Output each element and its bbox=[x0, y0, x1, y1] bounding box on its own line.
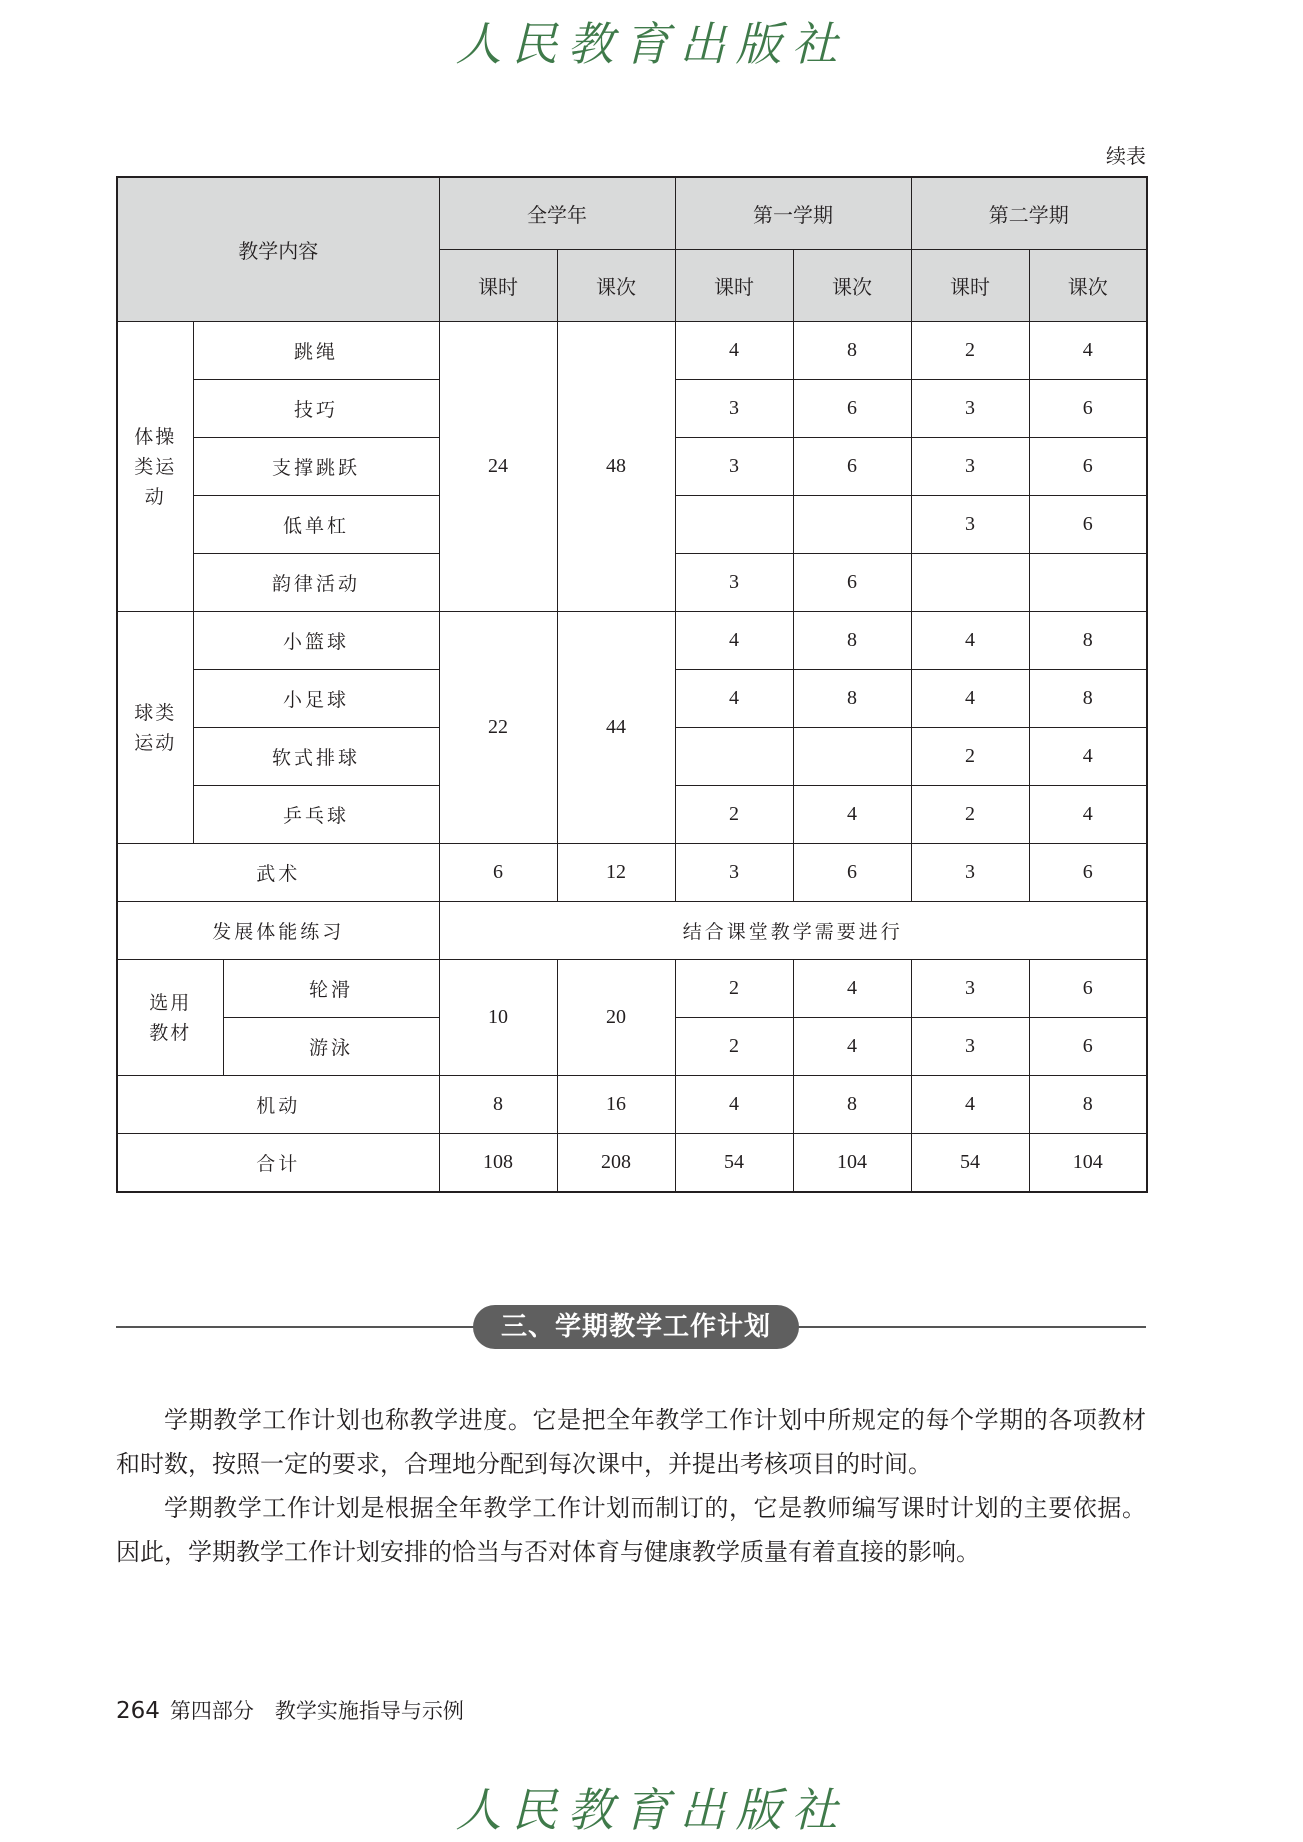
category-gymnastics: 体操类运动 bbox=[117, 322, 193, 612]
section-heading bbox=[116, 1305, 1146, 1349]
header-semester-1: 第一学期 bbox=[675, 177, 911, 250]
s2-sessions: 4 bbox=[1029, 322, 1147, 380]
s1-hours: 2 bbox=[675, 786, 793, 844]
s2-sessions: 6 bbox=[1029, 844, 1147, 902]
item-name: 跳绳 bbox=[193, 322, 439, 380]
item-name: 游泳 bbox=[223, 1018, 439, 1076]
s2-sessions: 104 bbox=[1029, 1134, 1147, 1193]
year-hours: 108 bbox=[439, 1134, 557, 1193]
header-year-sessions: 课次 bbox=[557, 250, 675, 322]
s2-hours: 4 bbox=[911, 670, 1029, 728]
s2-hours: 4 bbox=[911, 1076, 1029, 1134]
s2-sessions: 6 bbox=[1029, 380, 1147, 438]
header-row-1 bbox=[117, 177, 1147, 250]
s1-sessions: 6 bbox=[793, 844, 911, 902]
s1-hours: 4 bbox=[675, 612, 793, 670]
s2-sessions: 8 bbox=[1029, 612, 1147, 670]
year-hours: 8 bbox=[439, 1076, 557, 1134]
header-semester-2: 第二学期 bbox=[911, 177, 1147, 250]
header-s2-sessions: 课次 bbox=[1029, 250, 1147, 322]
year-sessions: 12 bbox=[557, 844, 675, 902]
s1-hours: 3 bbox=[675, 380, 793, 438]
item-name: 轮滑 bbox=[223, 960, 439, 1018]
s2-hours: 2 bbox=[911, 786, 1029, 844]
s1-sessions bbox=[793, 728, 911, 786]
s1-sessions: 8 bbox=[793, 322, 911, 380]
category-ball: 球类运动 bbox=[117, 612, 193, 844]
table-row bbox=[117, 1076, 1147, 1134]
table-row bbox=[117, 844, 1147, 902]
item-name: 技巧 bbox=[193, 380, 439, 438]
year-hours: 6 bbox=[439, 844, 557, 902]
s1-hours: 3 bbox=[675, 844, 793, 902]
item-name: 机动 bbox=[117, 1076, 439, 1134]
s2-sessions: 6 bbox=[1029, 960, 1147, 1018]
table-continued-label: 续表 bbox=[1106, 144, 1146, 168]
s1-sessions bbox=[793, 496, 911, 554]
header-s1-sessions: 课次 bbox=[793, 250, 911, 322]
header-full-year: 全学年 bbox=[439, 177, 675, 250]
gymnastics-year-hours: 24 bbox=[439, 322, 557, 612]
s2-hours: 3 bbox=[911, 844, 1029, 902]
s1-hours: 4 bbox=[675, 1076, 793, 1134]
s1-hours bbox=[675, 496, 793, 554]
s1-hours bbox=[675, 728, 793, 786]
header-year-hours: 课时 bbox=[439, 250, 557, 322]
item-name: 小足球 bbox=[193, 670, 439, 728]
table-row bbox=[117, 322, 1147, 380]
page-footer bbox=[116, 1695, 464, 1725]
s2-hours: 3 bbox=[911, 1018, 1029, 1076]
s1-sessions: 8 bbox=[793, 1076, 911, 1134]
publisher-logo-bottom: 人民教育出版社 bbox=[455, 1783, 848, 1837]
fitness-note: 结合课堂教学需要进行 bbox=[439, 902, 1147, 960]
s1-sessions: 6 bbox=[793, 438, 911, 496]
s2-hours: 2 bbox=[911, 728, 1029, 786]
s2-hours: 3 bbox=[911, 496, 1029, 554]
s2-sessions: 6 bbox=[1029, 1018, 1147, 1076]
body-text bbox=[116, 1398, 1146, 1574]
header-s2-hours: 课时 bbox=[911, 250, 1029, 322]
header-s1-hours: 课时 bbox=[675, 250, 793, 322]
table-row bbox=[117, 612, 1147, 670]
table-row bbox=[117, 902, 1147, 960]
ball-year-sessions: 44 bbox=[557, 612, 675, 844]
item-name: 支撑跳跃 bbox=[193, 438, 439, 496]
s2-sessions: 4 bbox=[1029, 786, 1147, 844]
header-content: 教学内容 bbox=[117, 177, 439, 322]
s1-hours: 3 bbox=[675, 438, 793, 496]
section-title: 三、学期教学工作计划 bbox=[473, 1305, 799, 1349]
s1-sessions: 4 bbox=[793, 1018, 911, 1076]
s2-sessions bbox=[1029, 554, 1147, 612]
s1-sessions: 8 bbox=[793, 670, 911, 728]
table-row-total bbox=[117, 1134, 1147, 1193]
s2-hours: 3 bbox=[911, 960, 1029, 1018]
paragraph: 学期教学工作计划也称教学进度。它是把全年教学工作计划中所规定的每个学期的各项教材和时数，按照一定的要求，合理地分配到每次课中，并提出考核项目的时间。 bbox=[116, 1406, 1146, 1478]
s1-hours: 3 bbox=[675, 554, 793, 612]
s1-sessions: 4 bbox=[793, 960, 911, 1018]
ball-year-hours: 22 bbox=[439, 612, 557, 844]
table-row bbox=[117, 960, 1147, 1018]
item-name: 合计 bbox=[117, 1134, 439, 1193]
page-number: 264 bbox=[116, 1698, 160, 1724]
s2-sessions: 8 bbox=[1029, 670, 1147, 728]
part-title: 第四部分 教学实施指导与示例 bbox=[169, 1699, 464, 1723]
year-sessions: 208 bbox=[557, 1134, 675, 1193]
s2-sessions: 8 bbox=[1029, 1076, 1147, 1134]
s1-sessions: 6 bbox=[793, 554, 911, 612]
s2-hours: 3 bbox=[911, 438, 1029, 496]
s1-hours: 2 bbox=[675, 960, 793, 1018]
category-optional: 选用教材 bbox=[117, 960, 223, 1076]
s1-sessions: 4 bbox=[793, 786, 911, 844]
s1-hours: 4 bbox=[675, 322, 793, 380]
s1-hours: 54 bbox=[675, 1134, 793, 1193]
optional-year-sessions: 20 bbox=[557, 960, 675, 1076]
teaching-plan-table bbox=[116, 176, 1148, 1193]
s2-hours: 54 bbox=[911, 1134, 1029, 1193]
s1-hours: 4 bbox=[675, 670, 793, 728]
item-name: 武术 bbox=[117, 844, 439, 902]
item-name: 发展体能练习 bbox=[117, 902, 439, 960]
s1-sessions: 8 bbox=[793, 612, 911, 670]
s2-sessions: 6 bbox=[1029, 496, 1147, 554]
paragraph: 学期教学工作计划是根据全年教学工作计划而制订的，它是教师编写课时计划的主要依据。因此，学期教学工作计划安排的恰当与否对体育与健康教学质量有着直接的影响。 bbox=[116, 1494, 1146, 1566]
s2-hours bbox=[911, 554, 1029, 612]
item-name: 韵律活动 bbox=[193, 554, 439, 612]
s1-sessions: 104 bbox=[793, 1134, 911, 1193]
s2-hours: 3 bbox=[911, 380, 1029, 438]
s2-sessions: 6 bbox=[1029, 438, 1147, 496]
publisher-logo-top: 人民教育出版社 bbox=[455, 17, 848, 71]
item-name: 软式排球 bbox=[193, 728, 439, 786]
s2-sessions: 4 bbox=[1029, 728, 1147, 786]
item-name: 乒乓球 bbox=[193, 786, 439, 844]
optional-year-hours: 10 bbox=[439, 960, 557, 1076]
year-sessions: 16 bbox=[557, 1076, 675, 1134]
s2-hours: 4 bbox=[911, 612, 1029, 670]
s1-hours: 2 bbox=[675, 1018, 793, 1076]
item-name: 低单杠 bbox=[193, 496, 439, 554]
s1-sessions: 6 bbox=[793, 380, 911, 438]
item-name: 小篮球 bbox=[193, 612, 439, 670]
gymnastics-year-sessions: 48 bbox=[557, 322, 675, 612]
s2-hours: 2 bbox=[911, 322, 1029, 380]
